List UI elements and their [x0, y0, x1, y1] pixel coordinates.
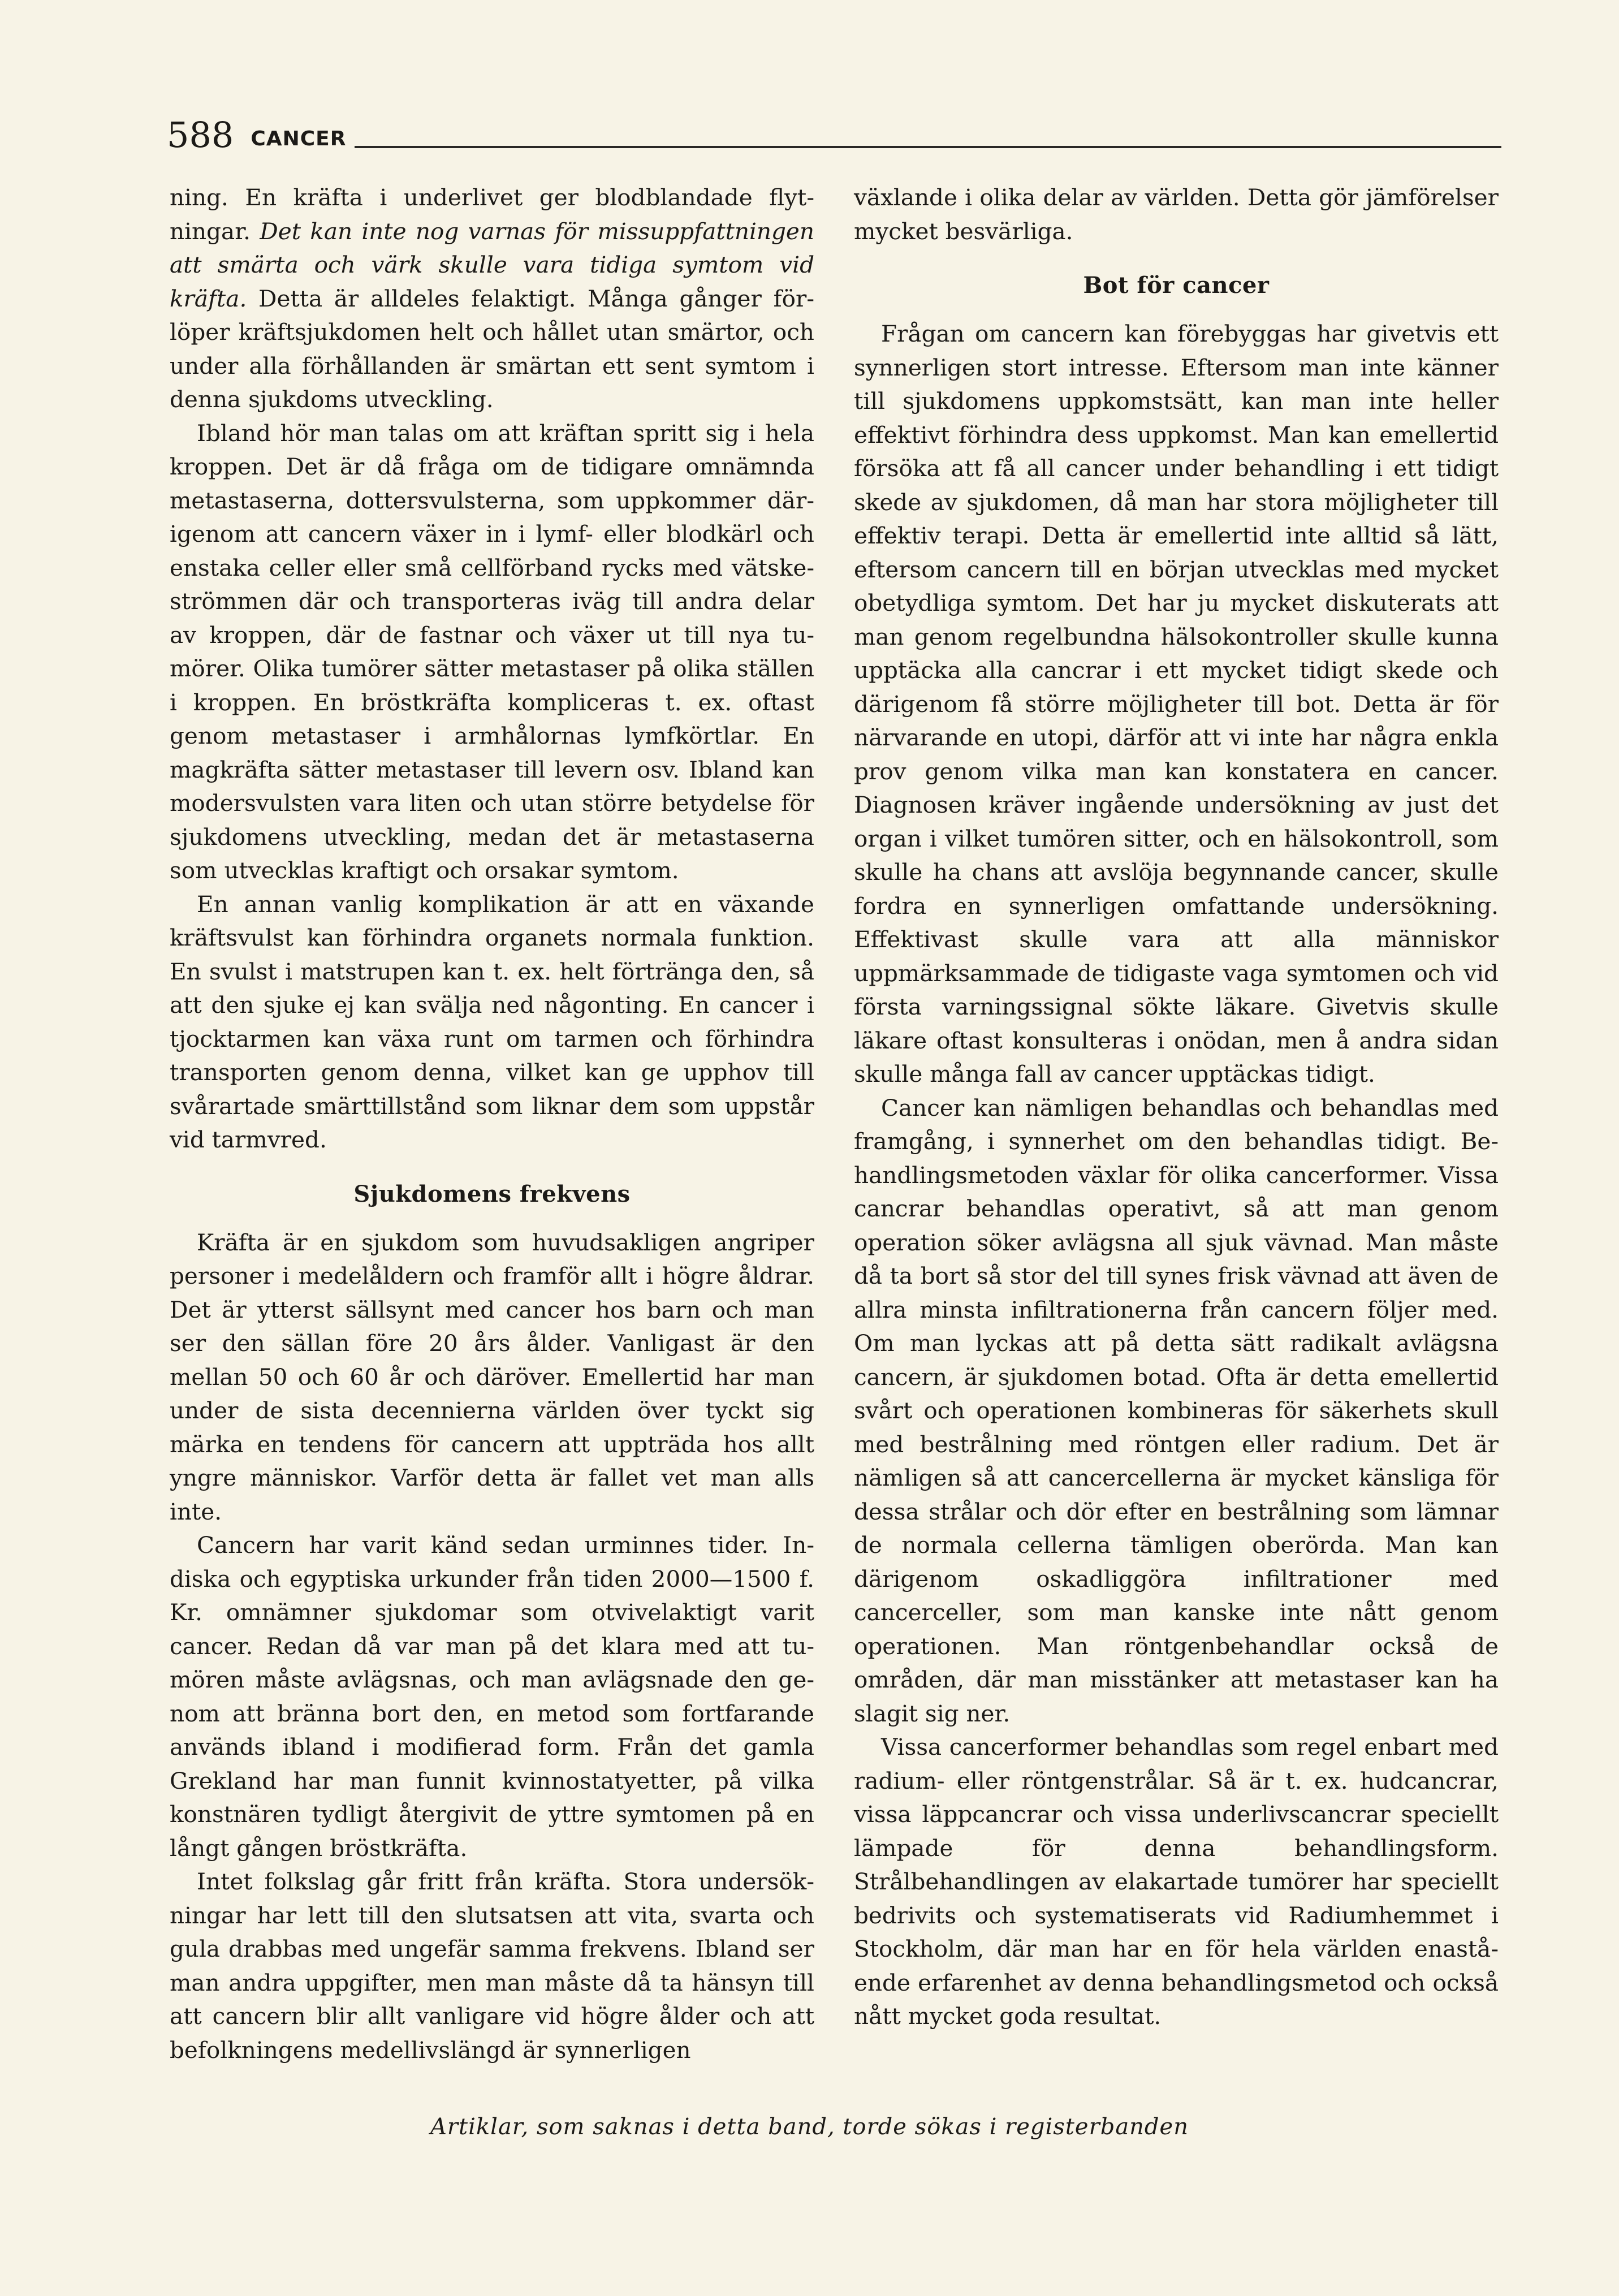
paragraph: Vissa cancerformer behandlas som regel enbart med radium- eller röntgenstrålar. Så är t. ex. hudcancrar, vissa läppcancrar och vissa underlivscancrar speciellt lämpade för denna behandlingsform. Strålbehandlingen av elakartade tumörer har speciellt bedrivits och systematiserats vid Radiumhemmet i Stockholm, där man har en för hela världen enastående erfarenhet av denna behandlingsmetod och också nått mycket goda resultat. — [854, 1733, 1499, 2030]
running-head: CANCER — [251, 127, 347, 150]
paragraph-text: ning. En kräfta i underlivet ger blodblandade flytningar. — [170, 184, 814, 245]
paragraph: Ibland hör man talas om att kräftan spritt sig i hela kroppen. Det är då fråga om de tidigare omnämnda metastaserna, dottersvulsterna, som uppkommer därigenom att cancern växer in i lymf- eller blodkärl och enstaka celler eller små cellförband rycks med vätskeströmmen där och transporteras iväg till andra delar av kroppen, där de fastnar och växer ut till nya tumörer. Olika tumörer sätter metastaser på olika ställen i kroppen. En bröstkräfta kompliceras t. ex. oftast genom metastaser i armhålornas lymfkörtlar. En magkräfta sätter metastaser till levern osv. Ibland kan modersvulsten vara liten och utan större betydelse för sjukdomens utveckling, medan det är metastaserna som utvecklas kraftigt och orsakar symtom. — [170, 419, 814, 884]
paragraph-text: Detta är alldeles felaktigt. Många gånger förlöper kräftsjukdomen helt och hållet utan smärtor, och under alla förhållanden är smärtan ett sent symtom i denna sjukdoms utveckling. — [170, 284, 814, 413]
paragraph: En annan vanlig komplikation är att en växande kräftsvulst kan förhindra organets normala funktion. En svulst i matstrupen kan t. ex. helt förtränga den, så att den sjuke ej kan svälja ned någonting. En cancer i tjocktarmen kan växa runt om tarmen och förhindra transporten genom denna, vilket kan ge upphov till svårartade smärttillstånd som liknar dem som uppstår vid tarmvred. — [170, 890, 814, 1153]
page-header — [167, 107, 1501, 156]
paragraph: Cancern har varit känd sedan urminnes tider. Indiska och egyptiska urkunder från tiden 2000—1500 f. Kr. omnämner sjukdomar som otvivelaktigt varit cancer. Redan då var man på det klara med att tumören måste avlägsnas, och man avlägsnade den genom att bränna bort den, en metod som fortfarande används ibland i modifierad form. Från det gamla Grekland har man funnit kvinnostatyetter, på vilka konstnären tydligt återgivit de yttre symtomen på en långt gången bröstkräfta. — [170, 1531, 814, 1862]
paragraph — [170, 181, 814, 417]
right-column — [854, 181, 1499, 2034]
section-heading: Sjukdomens frekvens — [353, 1180, 631, 1207]
paragraph: Kräfta är en sjukdom som huvudsakligen angriper personer i medelåldern och framför allt i högre åldrar. Det är ytterst sällsynt med cancer hos barn och man ser den sällan före 20 års ålder. Vanligast är den mellan 50 och 60 år och däröver. Emellertid har man under de sista decennierna världen över tyckt sig märka en tendens för cancern att uppträda hos allt yngre människor. Varför detta är fallet vet man alls inte. — [170, 1228, 814, 1525]
paragraph: växlande i olika delar av världen. Detta gör jämförelser mycket besvärliga. — [854, 184, 1499, 245]
paragraph: Intet folkslag går fritt från kräfta. Stora undersökningar har lett till den slutsatsen att vita, svarta och gula drabbas med ungefär samma frekvens. Ibland ser man andra uppgifter, men man måste då ta hänsyn till att cancern blir allt vanligare vid högre ålder och att befolkningens medellivslängd är synnerligen — [170, 1868, 814, 2064]
footer-note: Artiklar, som saknas i detta band, torde sökas i registerbanden — [430, 2114, 1189, 2140]
section-heading: Bot för cancer — [1083, 272, 1270, 299]
header-rule — [355, 146, 1502, 148]
italic-warning: Det kan inte nog varnas för missuppfattningen att smärta och värk skulle vara tidiga symtom vid kräfta. — [170, 217, 814, 312]
paragraph: Cancer kan nämligen behandlas och behandlas med framgång, i synnerhet om den behandlas tidigt. Behandlingsmetoden växlar för olika cancerformer. Vissa cancrar behandlas operativt, så att man genom operation söker avlägsna all sjuk vävnad. Man måste då ta bort så stor del till synes frisk vävnad att även de allra minsta infiltrationerna från cancern följer med. Om man lyckas att på detta sätt radikalt avlägsna cancern, är sjukdomen botad. Ofta är detta emellertid svårt och operationen kombineras för säkerhets skull med bestrålning med röntgen eller radium. Det är nämligen så att cancercellerna är mycket känsliga för dessa strålar och dör efter en bestrålning som lämnar de normala cellerna tämligen oberörda. Man kan därigenom oskadliggöra infiltrationer med cancerceller, som man kanske inte nått genom operationen. Man röntgenbehandlar också de områden, där man misstänker att metastaser kan ha slagit sig ner. — [854, 1094, 1499, 1727]
paragraph: Frågan om cancern kan förebyggas har givetvis ett synnerligen stort intresse. Eftersom man inte känner till sjukdomens uppkomstsätt, kan man inte heller effektivt förhindra dess uppkomst. Man kan emellertid försöka att få all cancer under behandling i ett tidigt skede av sjukdomen, då man har stora möjligheter till effektiv terapi. Detta är emellertid inte alltid så lätt, eftersom cancern till en början utvecklas med mycket obetydliga symtom. Det har ju mycket diskuterats att man genom regelbundna hälsokontroller skulle kunna upptäcka alla cancrar i ett mycket tidigt skede och därigenom få större möjligheter till bot. Detta är för närvarande en utopi, därför att vi inte har några enkla prov genom vilka man kan konstatera en cancer. Diagnosen kräver ingående undersökning av just det organ i vilket tumören sitter, och en hälsokontroll, som skulle ha chans att avslöja begynnande cancer, skulle fordra en synnerligen omfattande undersökning. Effektivast skulle vara att alla människor uppmärksammade de tidigaste vaga symtomen och vid första varningssignal sökte läkare. Givetvis skulle läkare oftast konsulteras i onödan, men å andra sidan skulle många fall av cancer upptäckas tidigt. — [854, 320, 1499, 1087]
page-number: 588 — [167, 114, 234, 156]
left-column — [170, 181, 814, 2067]
